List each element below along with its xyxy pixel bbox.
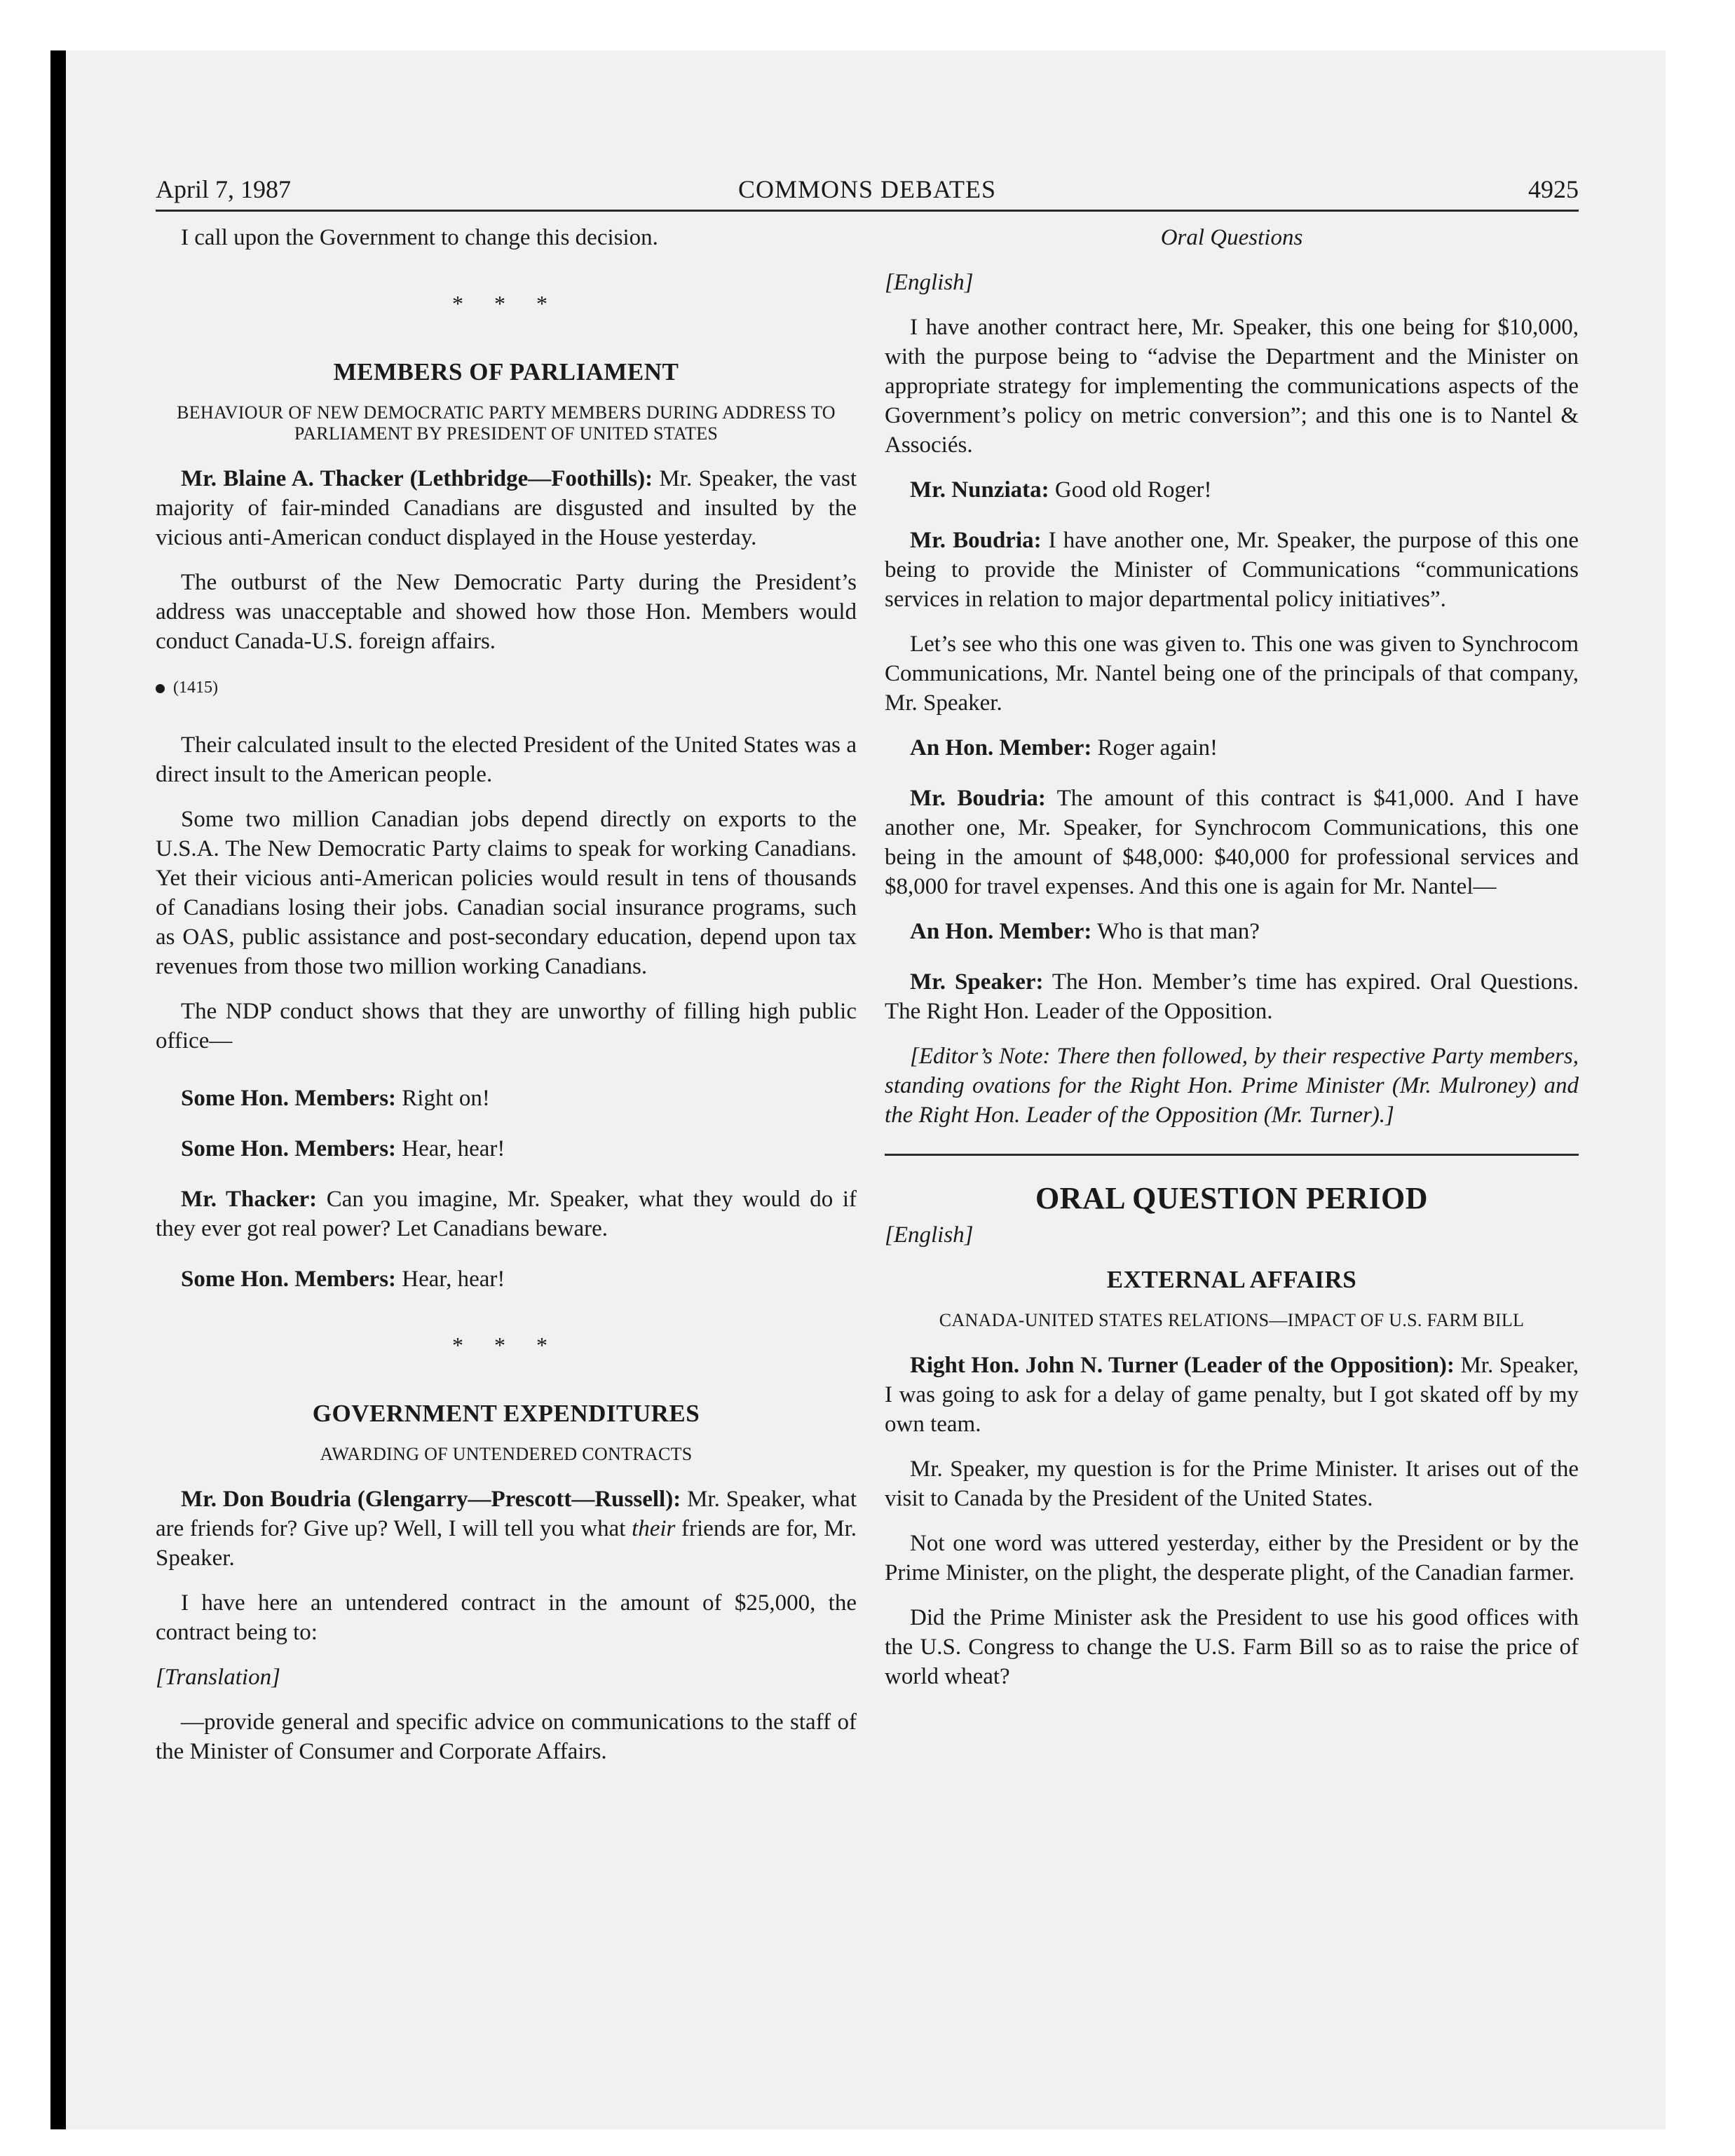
paragraph: Mr. Speaker, my question is for the Prime Minister. It arises out of the visit to Canada by the President of the United States.	[885, 1456, 1579, 1511]
language-marker: [Translation]	[156, 1665, 280, 1690]
speaker-name: Some Hon. Members:	[181, 1267, 397, 1292]
language-marker: [English]	[885, 1222, 974, 1248]
interjection	[885, 733, 1579, 763]
speaker-name: Mr. Speaker:	[910, 969, 1044, 995]
editor-note: [Editor’s Note: There then followed, by their respective Party members, standing ovations for the Right Hon. Prime Minister (Mr. Mulroney) and the Right Hon. Leader of the Opposition (Mr. Turner).]	[885, 1044, 1579, 1128]
speaker-name: Mr. Boudria:	[910, 528, 1042, 553]
section-separator: * * *	[452, 1332, 560, 1358]
bullet-icon	[156, 684, 165, 693]
language-marker: [English]	[885, 270, 974, 295]
speaker-name: Mr. Thacker:	[181, 1187, 318, 1212]
speaker-name: Some Hon. Members:	[181, 1086, 397, 1111]
subsection-heading: AWARDING OF UNTENDERED CONTRACTS	[320, 1444, 693, 1464]
speech-paragraph	[885, 784, 1579, 901]
speech-text: Mr. Speaker, I was going to ask for a delay of game penalty, but I got skated off by my own team.	[885, 1353, 1579, 1437]
header-title: COMMONS DEBATES	[737, 175, 997, 203]
paragraph: Not one word was uttered yesterday, either by the President or by the Prime Minister, on the plight, the desperate plight, of the Canadian farmer.	[885, 1531, 1579, 1585]
interjection	[885, 917, 1579, 946]
speech-text: Hear, hear!	[396, 1267, 505, 1292]
paragraph: Did the Prime Minister ask the President to use his good offices with the U.S. Congress to change the U.S. Farm Bill so as to raise the price of world wheat?	[885, 1605, 1579, 1689]
speaker-name: An Hon. Member:	[910, 735, 1092, 760]
speech-text: Can you imagine, Mr. Speaker, what they would do if they ever got real power? Let Canadians beware.	[156, 1187, 857, 1241]
running-head	[156, 172, 1579, 212]
section-rule	[885, 1154, 1579, 1156]
header-date: April 7, 1987	[156, 175, 291, 203]
section-separator: * * *	[452, 291, 560, 316]
speech-text: friends are for, Mr. Speaker.	[156, 1516, 857, 1571]
speech-text: The Hon. Member’s time has expired. Oral Questions. The Right Hon. Leader of the Opposition.	[885, 969, 1579, 1024]
paragraph: The outburst of the New Democratic Party during the President’s address was unacceptable and showed how those Hon. Members would conduct Canada-U.S. foreign affairs.	[156, 570, 857, 654]
speech-text: Roger again!	[1091, 735, 1218, 760]
paragraph: I have another contract here, Mr. Speaker, this one being for $10,000, with the purpose being to “advise the Department and the Minister on appropriate strategy for implementing the communications aspects of the Government’s policy on metric conversion”; and this one is to Nantel & Associés.	[885, 315, 1579, 458]
speech-text: Mr. Speaker, the vast majority of fair-minded Canadians are disgusted and insulted by the vicious anti-American conduct displayed in the House yesterday.	[156, 466, 857, 550]
speech-paragraph	[885, 1351, 1579, 1439]
speech-paragraph	[885, 526, 1579, 614]
section-heading: ORAL QUESTION PERIOD	[1035, 1181, 1429, 1215]
subsection-heading: BEHAVIOUR OF NEW DEMOCRATIC PARTY MEMBERS DURING ADDRESS TO PARLIAMENT BY PRESIDENT OF UNITED STATES	[177, 402, 836, 444]
section-heading: GOVERNMENT EXPENDITURES	[312, 1400, 700, 1427]
speech-text: Right on!	[396, 1086, 490, 1111]
emphasis-text: their	[632, 1516, 676, 1541]
speaker-name: Mr. Don Boudria (Glengarry—Prescott—Russell):	[181, 1487, 681, 1512]
speech-paragraph	[885, 967, 1579, 1026]
interjection	[156, 1264, 857, 1294]
speech-text: Who is that man?	[1091, 919, 1260, 944]
speaker-name: An Hon. Member:	[910, 919, 1092, 944]
left-column	[156, 223, 857, 1782]
paragraph: Their calculated insult to the elected President of the United States was a direct insult to the American people.	[156, 732, 857, 787]
right-column	[885, 223, 1579, 1707]
speech-text: Mr. Speaker, what are friends for? Give up? Well, I will tell you what	[156, 1487, 857, 1541]
page-number: 4925	[1528, 175, 1579, 203]
interjection	[156, 1084, 857, 1113]
speech-text: Hear, hear!	[396, 1136, 505, 1161]
speech-text: Good old Roger!	[1049, 477, 1212, 503]
paragraph: —provide general and specific advice on communications to the staff of the Minister of Consumer and Corporate Affairs.	[156, 1710, 857, 1764]
scan-edge	[50, 50, 66, 2129]
speech-text: I have another one, Mr. Speaker, the purpose of this one being to provide the Minister of Communications “communications services in relation to major departmental policy initiatives”.	[885, 528, 1579, 612]
section-label: Oral Questions	[1160, 225, 1303, 250]
interjection	[885, 475, 1579, 505]
speaker-name: Mr. Blaine A. Thacker (Lethbridge—Foothills):	[181, 466, 653, 491]
section-heading: MEMBERS OF PARLIAMENT	[333, 358, 679, 386]
speech-paragraph	[156, 1485, 857, 1573]
speaker-name: Right Hon. John N. Turner (Leader of the Opposition):	[910, 1353, 1455, 1378]
speaker-name: Mr. Boudria:	[910, 786, 1046, 811]
paragraph: I have here an untendered contract in the amount of $25,000, the contract being to:	[156, 1590, 857, 1645]
speech-paragraph	[156, 1185, 857, 1243]
subsection-heading: CANADA-UNITED STATES RELATIONS—IMPACT OF U.S. FARM BILL	[939, 1310, 1525, 1330]
paragraph: Some two million Canadian jobs depend directly on exports to the U.S.A. The New Democratic Party claims to speak for working Canadians. Yet their vicious anti-American policies would result in tens of thousands of Canadians losing their jobs. Canadian social insurance programs, such as OAS, public assistance and post-secondary education, depend upon tax revenues from those two million working Canadians.	[156, 807, 857, 979]
paragraph: The NDP conduct shows that they are unworthy of filling high public office—	[156, 999, 857, 1053]
paragraph: I call upon the Government to change this decision.	[181, 225, 658, 250]
interjection	[156, 1134, 857, 1164]
speech-text: The amount of this contract is $41,000. And I have another one, Mr. Speaker, for Synchrocom Communications, this one being in the amount of $48,000: $40,000 for professional services and $8,000 for travel expenses. And this one is again for Mr. Nantel—	[885, 786, 1579, 899]
speech-paragraph	[156, 464, 857, 552]
speaker-name: Some Hon. Members:	[181, 1136, 397, 1161]
paragraph: Let’s see who this one was given to. This one was given to Synchrocom Communications, Mr. Nantel being one of the principals of that company, Mr. Speaker.	[885, 632, 1579, 716]
time-marker	[156, 673, 857, 702]
time-marker-text: (1415)	[173, 678, 218, 697]
section-heading: EXTERNAL AFFAIRS	[1106, 1266, 1357, 1293]
speaker-name: Mr. Nunziata:	[910, 477, 1049, 503]
